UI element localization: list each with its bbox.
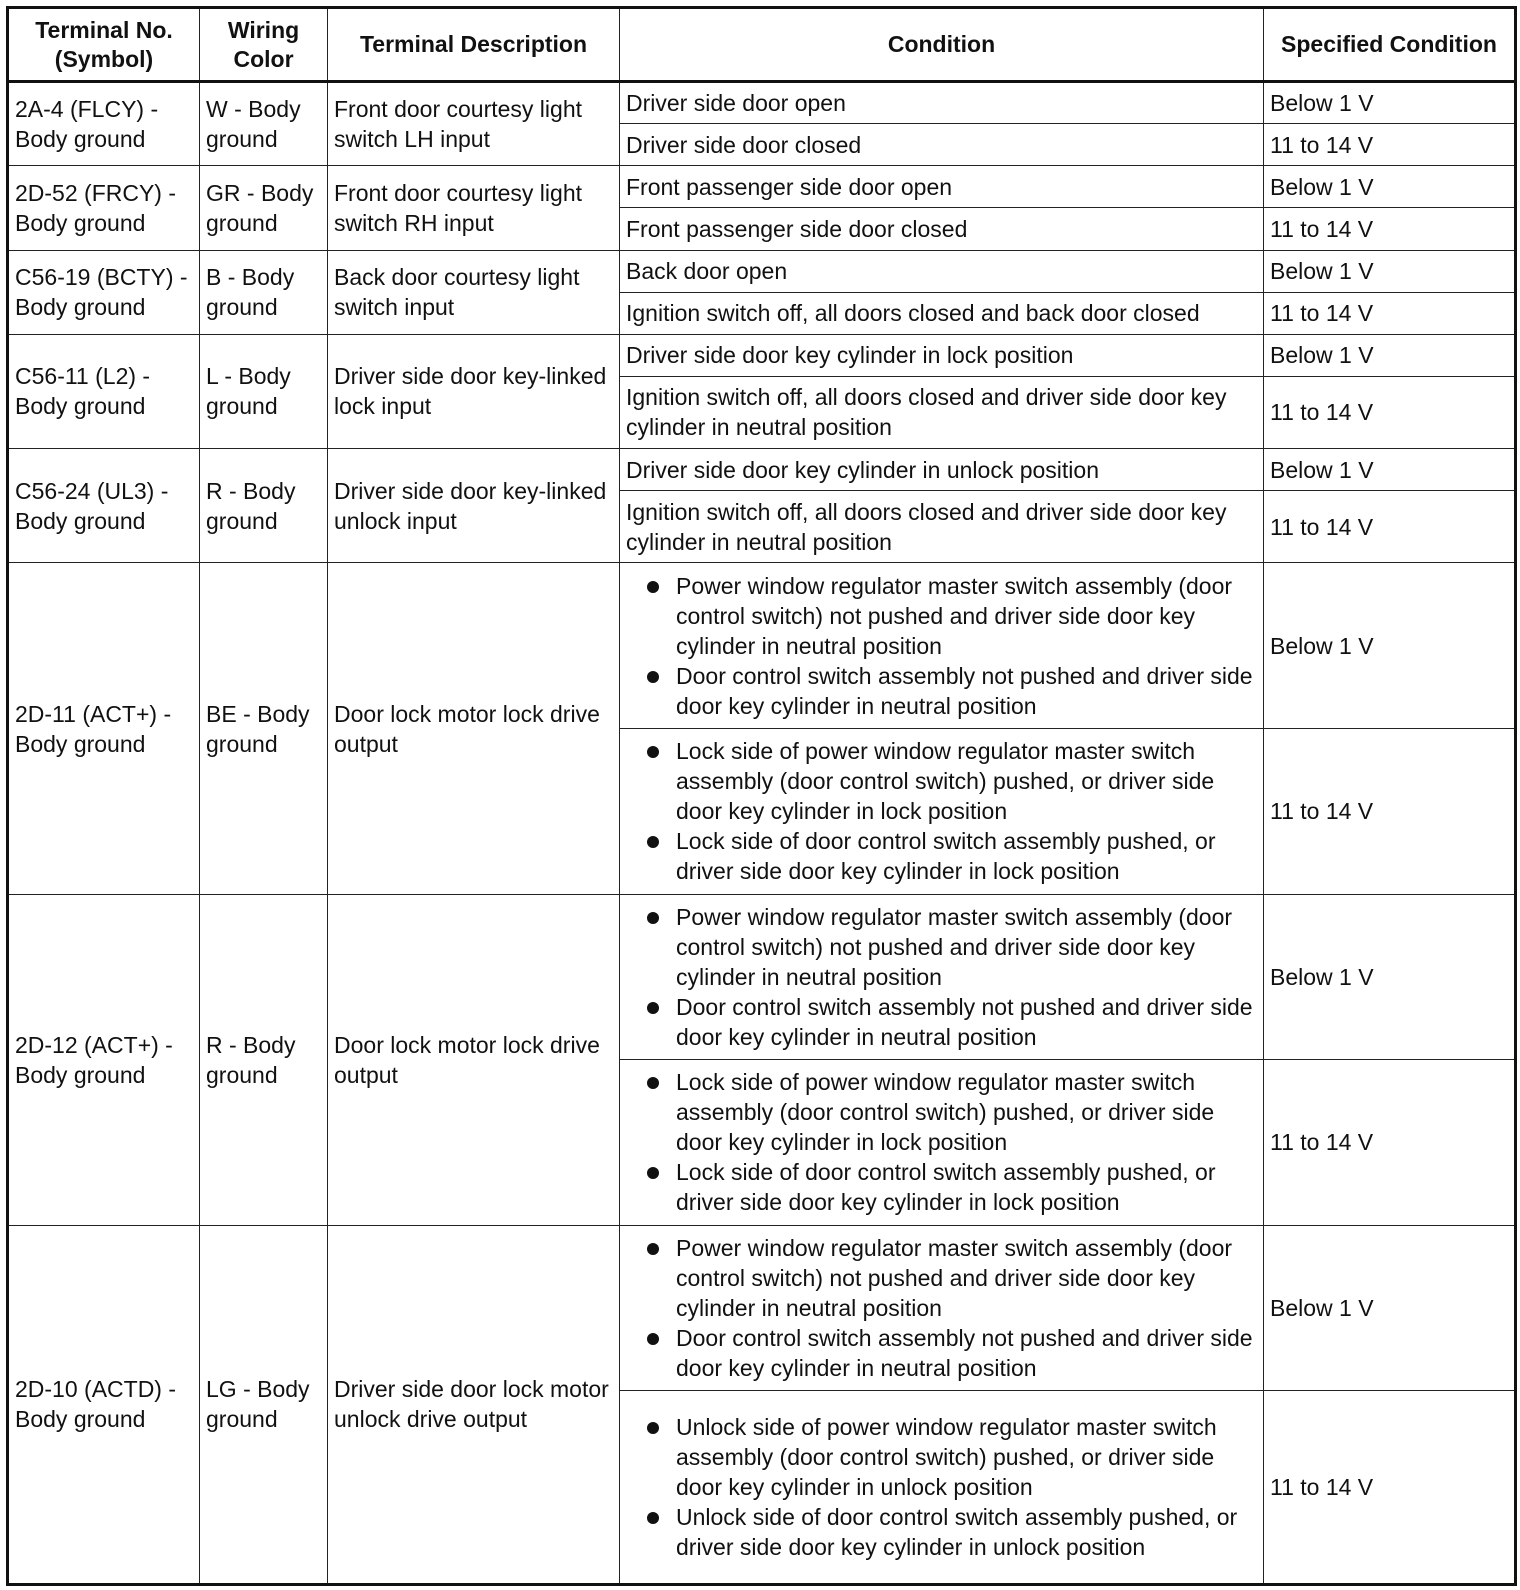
header-condition: Condition — [620, 8, 1264, 82]
condition-cell — [620, 563, 1264, 729]
condition-bullet: Lock side of power window regulator master switch assembly (door control switch) pushed, or driver side door key cylinder in lock position — [626, 1067, 1257, 1157]
spec-cell: 11 to 14 V — [1264, 491, 1516, 563]
terminal-cell: C56-24 (UL3) - Body ground — [8, 449, 200, 563]
condition-list — [626, 1233, 1257, 1383]
header-terminal: Terminal No. (Symbol) — [8, 8, 200, 82]
wiring-cell: BE - Body ground — [200, 563, 328, 894]
condition-bullet: Lock side of door control switch assembly pushed, or driver side door key cylinder in lock position — [626, 1157, 1257, 1217]
condition-bullet: Power window regulator master switch assembly (door control switch) not pushed and driver side door key cylinder in neutral position — [626, 902, 1257, 992]
table-row — [8, 894, 1516, 1060]
header-specified-condition: Specified Condition — [1264, 8, 1516, 82]
condition-cell: Ignition switch off, all doors closed and back door closed — [620, 292, 1264, 334]
table-row — [8, 563, 1516, 729]
header-wiring-color: Wiring Color — [200, 8, 328, 82]
condition-cell: Ignition switch off, all doors closed and driver side door key cylinder in neutral position — [620, 491, 1264, 563]
description-cell: Front door courtesy light switch LH input — [328, 82, 620, 166]
condition-cell: Driver side door key cylinder in lock position — [620, 334, 1264, 376]
condition-cell: Front passenger side door closed — [620, 208, 1264, 250]
spec-cell: 11 to 14 V — [1264, 729, 1516, 895]
table-row — [8, 334, 1516, 376]
condition-cell — [620, 894, 1264, 1060]
wiring-cell: R - Body ground — [200, 449, 328, 563]
wiring-cell: L - Body ground — [200, 334, 328, 448]
spec-cell: Below 1 V — [1264, 334, 1516, 376]
terminal-cell: C56-11 (L2) - Body ground — [8, 334, 200, 448]
condition-cell — [620, 729, 1264, 895]
condition-cell: Driver side door open — [620, 82, 1264, 124]
wiring-cell: R - Body ground — [200, 894, 328, 1225]
table-row — [8, 1225, 1516, 1391]
wiring-cell: W - Body ground — [200, 82, 328, 166]
condition-cell: Back door open — [620, 250, 1264, 292]
spec-cell: Below 1 V — [1264, 82, 1516, 124]
spec-cell: Below 1 V — [1264, 894, 1516, 1060]
condition-cell: Driver side door key cylinder in unlock position — [620, 449, 1264, 491]
spec-cell: Below 1 V — [1264, 563, 1516, 729]
condition-list — [626, 736, 1257, 886]
condition-list — [626, 1067, 1257, 1217]
description-cell: Driver side door key-linked lock input — [328, 334, 620, 448]
condition-bullet: Unlock side of door control switch assembly pushed, or driver side door key cylinder in unlock position — [626, 1502, 1257, 1562]
terminal-cell: 2D-52 (FRCY) - Body ground — [8, 166, 200, 250]
header-terminal-description: Terminal Description — [328, 8, 620, 82]
condition-bullet: Door control switch assembly not pushed and driver side door key cylinder in neutral position — [626, 1323, 1257, 1383]
table-row — [8, 166, 1516, 208]
description-cell: Driver side door key-linked unlock input — [328, 449, 620, 563]
condition-list — [626, 902, 1257, 1052]
spec-cell: Below 1 V — [1264, 250, 1516, 292]
condition-bullet: Lock side of power window regulator master switch assembly (door control switch) pushed, or driver side door key cylinder in lock position — [626, 736, 1257, 826]
wiring-cell: LG - Body ground — [200, 1225, 328, 1584]
terminal-cell: 2D-12 (ACT+) - Body ground — [8, 894, 200, 1225]
description-cell: Door lock motor lock drive output — [328, 563, 620, 894]
condition-bullet: Lock side of door control switch assembly pushed, or driver side door key cylinder in lock position — [626, 826, 1257, 886]
condition-bullet: Door control switch assembly not pushed and driver side door key cylinder in neutral position — [626, 661, 1257, 721]
spec-cell: Below 1 V — [1264, 449, 1516, 491]
terminal-cell: 2A-4 (FLCY) - Body ground — [8, 82, 200, 166]
description-cell: Front door courtesy light switch RH input — [328, 166, 620, 250]
description-cell: Driver side door lock motor unlock drive output — [328, 1225, 620, 1584]
spec-cell: Below 1 V — [1264, 166, 1516, 208]
table-row — [8, 250, 1516, 292]
spec-cell: 11 to 14 V — [1264, 1060, 1516, 1226]
condition-list — [626, 571, 1257, 721]
condition-bullet: Power window regulator master switch assembly (door control switch) not pushed and driver side door key cylinder in neutral position — [626, 1233, 1257, 1323]
spec-cell: 11 to 14 V — [1264, 292, 1516, 334]
spec-cell: 11 to 14 V — [1264, 208, 1516, 250]
spec-cell: 11 to 14 V — [1264, 376, 1516, 448]
condition-bullet: Power window regulator master switch assembly (door control switch) not pushed and driver side door key cylinder in neutral position — [626, 571, 1257, 661]
header-row — [8, 8, 1516, 82]
condition-cell: Ignition switch off, all doors closed and driver side door key cylinder in neutral position — [620, 376, 1264, 448]
condition-cell: Driver side door closed — [620, 124, 1264, 166]
table-row — [8, 82, 1516, 124]
spec-cell: 11 to 14 V — [1264, 124, 1516, 166]
terminal-spec-table — [6, 6, 1517, 1586]
condition-bullet: Unlock side of power window regulator master switch assembly (door control switch) pushed, or driver side door key cylinder in unlock position — [626, 1412, 1257, 1502]
table-row — [8, 449, 1516, 491]
spec-cell: 11 to 14 V — [1264, 1391, 1516, 1585]
description-cell: Door lock motor lock drive output — [328, 894, 620, 1225]
terminal-cell: 2D-11 (ACT+) - Body ground — [8, 563, 200, 894]
wiring-cell: B - Body ground — [200, 250, 328, 334]
terminal-cell: 2D-10 (ACTD) - Body ground — [8, 1225, 200, 1584]
condition-cell — [620, 1225, 1264, 1391]
condition-cell — [620, 1391, 1264, 1585]
terminal-cell: C56-19 (BCTY) - Body ground — [8, 250, 200, 334]
wiring-cell: GR - Body ground — [200, 166, 328, 250]
condition-list — [626, 1412, 1257, 1562]
condition-bullet: Door control switch assembly not pushed and driver side door key cylinder in neutral position — [626, 992, 1257, 1052]
spec-cell: Below 1 V — [1264, 1225, 1516, 1391]
condition-cell: Front passenger side door open — [620, 166, 1264, 208]
condition-cell — [620, 1060, 1264, 1226]
description-cell: Back door courtesy light switch input — [328, 250, 620, 334]
